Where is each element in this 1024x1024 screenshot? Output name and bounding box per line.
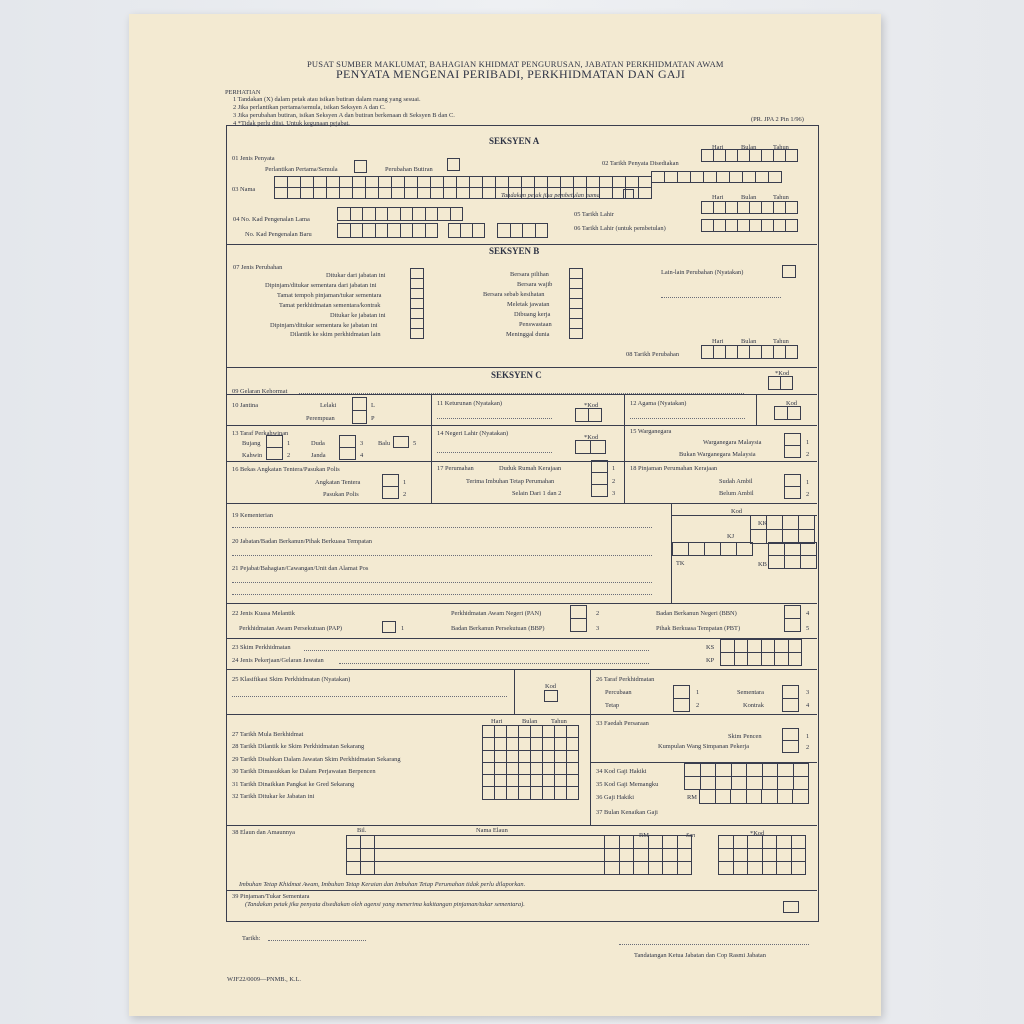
- f03-note: Tandakan petak jika pembetulan nama: [501, 192, 600, 199]
- f07-c2-0: Bersara pilihan: [510, 271, 549, 278]
- f25-kod-box[interactable]: [544, 690, 558, 702]
- f26-right-boxes[interactable]: [783, 686, 799, 712]
- f13-n2: 2: [287, 452, 291, 459]
- f07-c2-3: Meletak jawatan: [507, 301, 550, 308]
- f07-c1-3: Tamat perkhidmatan sementara/kontrak: [279, 302, 381, 309]
- f13-col1-boxes[interactable]: [267, 436, 283, 460]
- f04b-label: No. Kad Pengenalan Baru: [245, 231, 312, 238]
- note-1: 1 Tandakan (X) dalam petak atau isikan butiran dalam ruang yang sesuai.: [233, 96, 421, 103]
- f31-label: 31 Tarikh Dinaikkan Pangkat ke Gred Sekarang: [232, 781, 355, 788]
- f05-date-boxes[interactable]: [702, 202, 798, 214]
- f04-label: 04 No. Kad Pengenalan Lama: [233, 216, 310, 223]
- f26-n3: 3: [806, 689, 810, 696]
- f07-c2-4: Dibuang kerja: [514, 311, 551, 318]
- f22-pbt: Pihak Berkuasa Tempatan (PBT): [656, 625, 741, 632]
- section-b-title: SEKSYEN B: [489, 246, 540, 256]
- f06-label: 06 Tarikh Lahir (untuk pembetulan): [574, 225, 666, 232]
- f25-label: 25 Klasifikasi Skim Perkhidmatan (Nyatakan): [232, 676, 351, 683]
- f09-label: 09 Gelaran Kehormat: [232, 388, 288, 395]
- printer-code: WJF22/0009—PNMB., K.L.: [227, 976, 302, 983]
- f22-n1: 1: [401, 625, 405, 632]
- f26-n4: 4: [806, 702, 810, 709]
- f07-c2-2: Bersara sebab kesihatan: [483, 291, 545, 298]
- f13-n1: 1: [287, 440, 291, 447]
- f17-opt3: Selain Dari 1 dan 2: [512, 490, 562, 497]
- f12-label: 12 Agama (Nyatakan): [630, 400, 687, 407]
- f04-new-ic-part3[interactable]: [498, 224, 548, 238]
- form-title: PENYATA MENGENAI PERIBADI, PERKHIDMATAN DAN GAJI: [336, 67, 686, 81]
- f13-kahwin: Kahwin: [242, 452, 263, 459]
- f07-other-checkbox[interactable]: [782, 265, 796, 278]
- f17-opt2: Terima Imbuhan Tetap Perumahan: [466, 478, 555, 485]
- date-hari-label-3: Hari: [712, 338, 724, 345]
- f22-n5: 5: [806, 625, 810, 632]
- f26-label: 26 Taraf Perkhidmatan: [596, 676, 655, 683]
- f10-female-code: P: [371, 415, 375, 422]
- f16-opt2: Pasukan Polis: [323, 491, 359, 498]
- f36-salary-boxes[interactable]: [700, 790, 809, 804]
- section-c-title: SEKSYEN C: [491, 370, 542, 380]
- date-hari-label: Hari: [712, 144, 724, 151]
- f03-label: 03 Nama: [232, 186, 256, 193]
- f38-nama: Nama Elaun: [476, 827, 508, 834]
- f08-date-boxes[interactable]: [702, 346, 798, 359]
- f09-kod-label: *Kod: [775, 370, 790, 377]
- f05-label: 05 Tarikh Lahir: [574, 211, 614, 218]
- f11-label: 11 Keturunan (Nyatakan): [437, 400, 503, 407]
- f33-boxes[interactable]: [783, 729, 799, 753]
- f10-male-code: L: [371, 402, 375, 409]
- f15-boxes[interactable]: [785, 434, 801, 458]
- f01-opt1-label: Perlantikan Pertama/Semula: [265, 166, 338, 173]
- f03-name-boxes-end[interactable]: [652, 172, 782, 183]
- f15-n2: 2: [806, 451, 810, 458]
- f26-kontrak: Kontrak: [743, 702, 764, 709]
- f27-label: 27 Tarikh Mula Berkhidmat: [232, 731, 304, 738]
- f15-opt1: Warganegara Malaysia: [703, 439, 762, 446]
- f11-kod-boxes[interactable]: [576, 409, 602, 422]
- date-hari-label-4: Hari: [491, 718, 503, 725]
- f39-label: 39 Pinjaman/Tukar Sementara: [232, 893, 310, 900]
- f04-new-ic-part1[interactable]: [338, 224, 438, 238]
- f01-label: 01 Jenis Penyata: [232, 155, 275, 162]
- date-tahun-label-3: Tahun: [773, 338, 789, 345]
- f38-rm: RM: [639, 832, 649, 839]
- date-bulan-label: Bulan: [741, 144, 757, 151]
- date-tahun-label-2: Tahun: [773, 194, 789, 201]
- f08-label: 08 Tarikh Perubahan: [626, 351, 680, 358]
- f07-c1-1: Dipinjam/ditukar sementara dari jabatan ini: [265, 282, 377, 289]
- f22-pan: Perkhidmatan Awam Negeri (PAN): [451, 610, 542, 617]
- f18-opt1: Sudah Ambil: [719, 478, 753, 485]
- f14-kod-label: *Kod: [584, 434, 599, 441]
- f02-date-boxes[interactable]: [702, 150, 798, 162]
- f22-n2: 2: [596, 610, 600, 617]
- f07-c1-4: Ditukar ke jabatan ini: [330, 312, 386, 319]
- section-a-title: SEKSYEN A: [489, 136, 540, 146]
- f14-label: 14 Negeri Lahir (Nyatakan): [437, 430, 509, 437]
- f29-label: 29 Tarikh Disahkan Dalam Jawatan Skim Perkhidmatan Sekarang: [232, 756, 401, 763]
- f01-opt2-label: Perubahan Butiran: [385, 166, 433, 173]
- f21-label: 21 Pejabat/Bahagian/Cawangan/Unit dan Alamat Pos: [232, 565, 369, 572]
- f38-label: 38 Elaun dan Amaunnya: [232, 829, 296, 836]
- f06-date-boxes[interactable]: [702, 220, 798, 232]
- form-code: (PR. JPA 2 Pin 1/96): [751, 116, 804, 123]
- f07-c1-6: Dilantik ke skim perkhidmatan lain: [290, 331, 381, 338]
- f39-checkbox[interactable]: [783, 901, 799, 913]
- note-3: 3 Jika perubahan butiran, isikan Seksyen A dan butiran berkenaan di Seksyen B dan C.: [233, 112, 455, 119]
- f13-n4: 4: [360, 452, 364, 459]
- f38-kod-boxes[interactable]: [719, 836, 806, 875]
- f16-n1: 1: [403, 479, 407, 486]
- f24-label: 24 Jenis Pekerjaan/Gelaran Jawatan: [232, 657, 324, 664]
- f32-label: 32 Tarikh Ditukar ke Jabatan ini: [232, 793, 315, 800]
- f03-correction-checkbox[interactable]: [623, 189, 634, 199]
- date-bulan-label-3: Bulan: [741, 338, 757, 345]
- date-bulan-label-4: Bulan: [522, 718, 538, 725]
- f07-c1-0: Ditukar dari jabatan ini: [326, 272, 386, 279]
- f09-kod-boxes[interactable]: [769, 377, 793, 390]
- f38-kod: *Kod: [750, 830, 765, 837]
- f18-label: 18 Pinjaman Perumahan Kerajaan: [630, 465, 718, 472]
- f17-n2: 2: [612, 478, 616, 485]
- f38-bil: Bil.: [357, 827, 367, 834]
- f15-n1: 1: [806, 439, 810, 446]
- f22-label: 22 Jenis Kuasa Melantik: [232, 610, 296, 617]
- f22-pap: Perkhidmatan Awam Persekutuan (PAP): [239, 625, 343, 632]
- f17-label: 17 Perumahan: [437, 465, 474, 472]
- note-4: 4 *Tidak perlu diisi. Untuk kegunaan pejabat.: [233, 120, 350, 127]
- f07-c2-5: Penswastaan: [519, 321, 552, 328]
- f39-note: (Tandakan petak jika penyata disediakan oleh agensi yang menerima kakitangan pinjaman/tukar sementara).: [245, 901, 525, 908]
- f13-label: 13 Taraf Perkahwinan: [232, 430, 289, 437]
- f07-c2-6: Meninggal dunia: [506, 331, 550, 338]
- ks-label: KS: [706, 644, 715, 651]
- f07-c1-5: Dipinjam/ditukar sementara ke jabatan ini: [270, 322, 378, 329]
- f22-right-boxes[interactable]: [785, 606, 801, 632]
- f22-bbp: Badan Berkanun Persekutuan (BBP): [451, 625, 545, 632]
- f23-label: 23 Skim Perkhidmatan: [232, 644, 291, 651]
- dates-27-32-grid[interactable]: [483, 726, 579, 800]
- f16-label: 16 Bekas Angkatan Tentera/Pasukan Polis: [232, 466, 340, 473]
- f26-n2: 2: [696, 702, 700, 709]
- f34-35-kod-boxes[interactable]: [685, 764, 809, 790]
- f07-col2-checkboxes[interactable]: [570, 269, 583, 339]
- f13-col2-boxes[interactable]: [340, 436, 356, 460]
- date-tahun-label: Tahun: [773, 144, 789, 151]
- note-2: 2 Jika perlantikan pertama/semula, isikan Seksyen A dan C.: [233, 104, 386, 111]
- f18-n2: 2: [806, 491, 810, 498]
- f18-n1: 1: [806, 479, 810, 486]
- f26-percubaan: Percubaan: [605, 689, 632, 696]
- f10-male-label: Lelaki: [320, 402, 337, 409]
- f25-kod-label: Kod: [545, 683, 557, 690]
- f10-label: 10 Jantina: [232, 402, 259, 409]
- f13-n3: 3: [360, 440, 364, 447]
- f30-label: 30 Tarikh Dimasukkan ke Dalam Perjawatan Berpencen: [232, 768, 376, 775]
- f12-kod-boxes[interactable]: [775, 407, 801, 420]
- tk-label: TK: [676, 560, 685, 567]
- f10-gender-boxes[interactable]: [353, 398, 367, 424]
- f22-bbn: Badan Berkanun Negeri (BBN): [656, 610, 737, 617]
- f26-n1: 1: [696, 689, 700, 696]
- kj-label: KJ: [727, 533, 735, 540]
- date-hari-label-2: Hari: [712, 194, 724, 201]
- f34-label: 34 Kod Gaji Hakiki: [596, 768, 647, 775]
- f15-label: 15 Warganegara: [630, 428, 672, 435]
- kk-boxes[interactable]: [751, 516, 815, 544]
- f04-old-ic-boxes[interactable]: [338, 208, 463, 221]
- notes-heading: PERHATIAN: [225, 89, 261, 96]
- ks-kp-boxes[interactable]: [721, 640, 802, 666]
- form-sheet: [129, 14, 881, 1016]
- kj-boxes[interactable]: [673, 543, 753, 556]
- f38-note: Imbuhan Tetap Khidmat Awam, Imbuhan Tetap Keraian dan Imbuhan Tetap Perumahan tidak perlu dilaporkan.: [239, 881, 526, 888]
- f01-opt2-checkbox[interactable]: [447, 158, 460, 171]
- f33-n2: 2: [806, 744, 810, 751]
- f22-pap-checkbox[interactable]: [382, 621, 396, 633]
- f04-new-ic-part2[interactable]: [449, 224, 485, 238]
- f13-balu: Balu: [378, 440, 391, 447]
- f38-sen: Sen: [686, 832, 696, 839]
- f01-opt1-checkbox[interactable]: [354, 160, 367, 173]
- f33-opt2: Kumpulan Wang Simpanan Pekerja: [658, 743, 750, 750]
- f36-label: 36 Gaji Hakiki: [596, 794, 634, 801]
- f11-kod-label: *Kod: [584, 402, 599, 409]
- f26-tetap: Tetap: [605, 702, 620, 709]
- kod-label-19: Kod: [731, 508, 743, 515]
- kb-boxes[interactable]: [769, 543, 817, 569]
- f17-boxes[interactable]: [592, 461, 608, 497]
- date-tahun-label-4: Tahun: [551, 718, 567, 725]
- f07-c1-2: Tamat tempoh pinjaman/tukar sementara: [277, 292, 382, 299]
- f07-label: 07 Jenis Perubahan: [233, 264, 283, 271]
- f17-n1: 1: [612, 465, 616, 472]
- f17-opt1: Duduk Rumah Kerajaan: [499, 465, 562, 472]
- f15-opt2: Bukan Warganegara Malaysia: [679, 451, 756, 458]
- f12-kod-label: Kod: [786, 400, 798, 407]
- kb-label: KB: [758, 561, 767, 568]
- agency-heading: PUSAT SUMBER MAKLUMAT, BAHAGIAN KHIDMAT PENGURUSAN, JABATAN PERKHIDMATAN AWAM: [307, 59, 724, 69]
- f33-n1: 1: [806, 733, 810, 740]
- f13-janda: Janda: [311, 452, 326, 459]
- kk-label: KK: [758, 520, 768, 527]
- f02-label: 02 Tarikh Penyata Disediakan: [602, 160, 679, 167]
- f07-col1-checkboxes[interactable]: [411, 269, 424, 339]
- f26-left-boxes[interactable]: [674, 686, 690, 712]
- date-bulan-label-2: Bulan: [741, 194, 757, 201]
- tarikh-label: Tarikh:: [242, 935, 261, 942]
- f20-label: 20 Jabatan/Badan Berkanun/Pihak Berkuasa Tempatan: [232, 538, 372, 545]
- f16-opt1: Angkatan Tentera: [315, 479, 361, 486]
- f38-allowance-table[interactable]: [347, 836, 692, 875]
- f18-boxes[interactable]: [785, 475, 801, 499]
- f35-label: 35 Kod Gaji Memangku: [596, 781, 659, 788]
- f22-mid-boxes[interactable]: [571, 606, 587, 632]
- f13-bujang: Bujang: [242, 440, 261, 447]
- f13-balu-checkbox[interactable]: [393, 436, 409, 448]
- f33-label: 33 Faedah Persaraan: [596, 720, 649, 727]
- kp-label: KP: [706, 657, 715, 664]
- f33-opt1: Skim Pencen: [728, 733, 762, 740]
- f14-kod-boxes[interactable]: [576, 441, 606, 454]
- f16-n2: 2: [403, 491, 407, 498]
- f18-opt2: Belum Ambil: [719, 490, 754, 497]
- f16-boxes[interactable]: [383, 475, 399, 499]
- f10-female-label: Perempuan: [306, 415, 335, 422]
- f19-label: 19 Kementerian: [232, 512, 273, 519]
- f28-label: 28 Tarikh Dilantik ke Skim Perkhidmatan Sekarang: [232, 743, 365, 750]
- f22-n4: 4: [806, 610, 810, 617]
- f37-label: 37 Bulan Kenaikan Gaji: [596, 809, 658, 816]
- f36-rm-label: RM: [687, 794, 697, 801]
- f22-n3: 3: [596, 625, 600, 632]
- f26-sementara: Sementara: [737, 689, 764, 696]
- f07-other-label: Lain-lain Perubahan (Nyatakan): [661, 269, 744, 276]
- f13-duda: Duda: [311, 440, 325, 447]
- f07-c2-1: Bersara wajib: [517, 281, 553, 288]
- f17-n3: 3: [612, 490, 616, 497]
- signature-label: Tandatangan Ketua Jabatan dan Cop Rasmi Jabatan: [634, 952, 766, 959]
- f13-n5: 5: [413, 440, 417, 447]
